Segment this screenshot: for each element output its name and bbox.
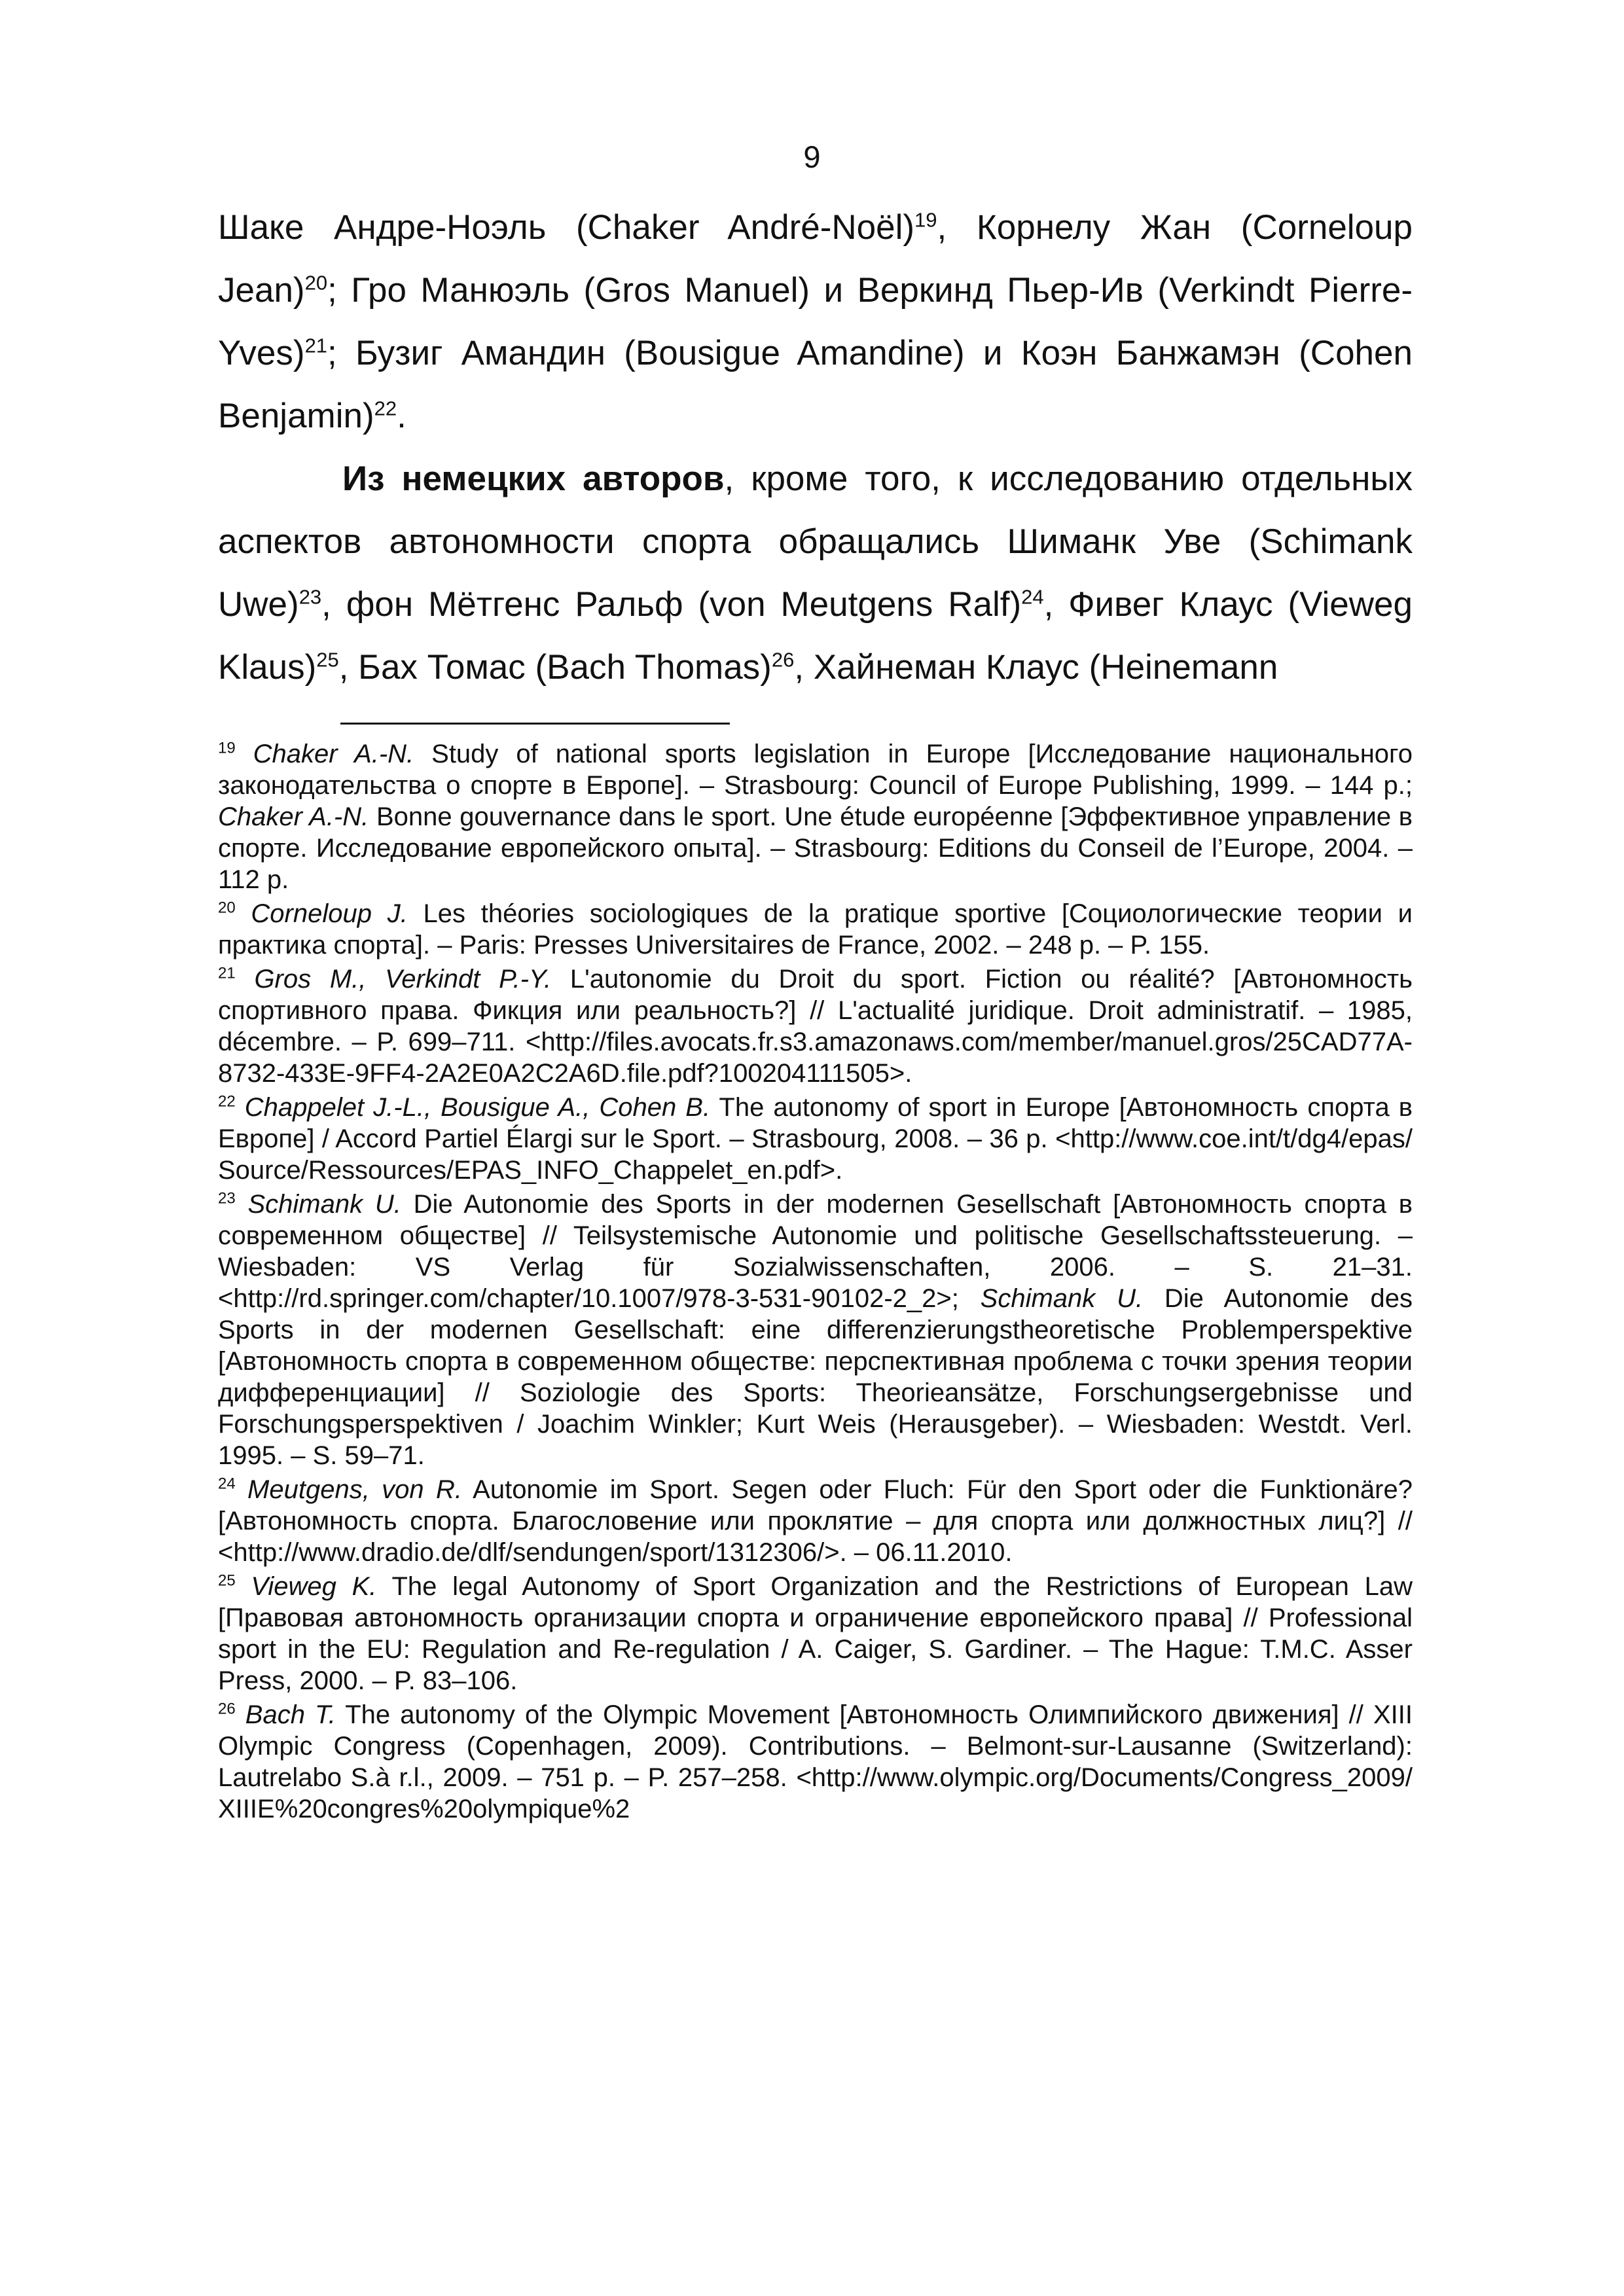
footnote-author: Bach T.	[245, 1700, 336, 1729]
page-number: 9	[803, 139, 821, 174]
footnote-url[interactable]: <http://www.coe.int/t/dg4/epas/Source/Ressources/EPAS_INFO_Chappelet_en.pdf>.	[218, 1124, 1413, 1185]
p1-text-1: Шаке Андре-Ноэль (Chaker André-Noël)	[218, 208, 914, 247]
footnote-author: Meutgens, von R.	[247, 1475, 463, 1504]
footnote-text: Study of national sports legislation in Europe [Исследование национального законодательства о спорте в Европе]. – Strasbourg: Council of Europe Publishing, 1999. – 144 p.;	[218, 740, 1413, 800]
p2-text-2: , фон Мётгенс Ральф (von Meutgens Ralf)	[321, 585, 1022, 624]
footnote-text: Die Autonomie des Sports in der modernen Gesellschaft [Автономность спорта в современном обществе] // Teilsystemische Autonomie und politische Gesellschaftssteuerung. – Wiesbaden: VS Verlag für Sozialwissenschaften, 2006. – S. 21–31. <http://rd.springer.com/chapter/10.1007/978-3-531-90102-2_2>;	[218, 1190, 1413, 1313]
p1-text-2: , Корнелу Жан (Corneloup Jean)	[218, 208, 1413, 310]
footnote-author: Schimank U.	[980, 1284, 1144, 1313]
paragraph-1	[218, 196, 1413, 448]
p2-text-5: , Хайнеман Клаус (Heinemann	[794, 648, 1278, 687]
footnote-26	[218, 1699, 1413, 1825]
footnote-text: Bonne gouvernance dans le sport. Une étude européenne [Эффективное управление в спорте. Исследование европейского опыта]. – Strasbourg: Editions du Conseil de l’Europe, 2004. – 112 p.	[218, 802, 1413, 894]
footnote-author: Chaker A.-N.	[218, 802, 369, 831]
footnote-number: 23	[218, 1189, 236, 1208]
footnote-number: 25	[218, 1571, 236, 1590]
footnote-ref-26[interactable]: 26	[771, 648, 795, 672]
footnote-author: Gros M., Verkindt P.-Y.	[254, 965, 552, 994]
footnote-ref-19[interactable]: 19	[914, 208, 937, 232]
footnote-author: Corneloup J.	[251, 899, 408, 928]
p1-text-5: .	[397, 397, 406, 435]
footnote-number: 20	[218, 899, 236, 917]
footnotes	[218, 738, 1413, 1827]
p1-text-4: ; Бузиг Амандин (Bousigue Amandine) и Коэн Банжамэн (Cohen Benjamin)	[218, 334, 1413, 435]
p2-text-1: , кроме того, к исследованию отдельных аспектов автономности спорта обращались Шиманк Уве (Schimank Uwe)	[218, 459, 1413, 624]
paragraph-2	[218, 448, 1413, 699]
footnote-url[interactable]: <http://files.avocats.fr.s3.amazonaws.com/member/manuel.gros/25CAD77A-8732-433E-9FF4-2A2E0A2C2A6D.file.pdf?100204111505>.	[218, 1028, 1413, 1088]
footnote-number: 21	[218, 964, 236, 982]
footnote-author: Vieweg K.	[251, 1572, 377, 1601]
footnote-author: Chaker A.-N.	[253, 740, 414, 768]
footnote-ref-22[interactable]: 22	[374, 397, 397, 420]
footnote-text: The autonomy of sport in Europe [Автономность спорта в Европе] / Accord Partiel Élargi sur le Sport. – Strasbourg, 2008. – 36 p.	[218, 1093, 1413, 1153]
footnote-divider	[340, 723, 730, 725]
footnote-ref-21[interactable]: 21	[304, 334, 328, 357]
footnote-text: Autonomie im Sport. Segen oder Fluch: Für den Sport oder die Funktionäre? [Автономность спорта. Благословение или проклятие – для спорта или должностных лиц?] // <http://www.dradio.de/dlf/sendungen/sport/1312306/>. – 06.11.2010.	[218, 1475, 1413, 1567]
footnote-text: The autonomy of the Olympic Movement [Автономность Олимпийского движения] // XIII Olympic Congress (Copenhagen, 2009). Contributions. – Belmont-sur-Lausanne (Switzerland): Lautrelabo S.à r.l., 2009. – 751 p. – P. 257–258.	[218, 1700, 1413, 1792]
footnote-ref-20[interactable]: 20	[304, 271, 328, 295]
footnote-author: Schimank U.	[247, 1190, 401, 1219]
footnote-21	[218, 963, 1413, 1089]
p2-text-3: , Фивег Клаус (Vieweg Klaus)	[218, 585, 1413, 687]
p1-text-3: ; Гро Манюэль (Gros Manuel) и Веркинд Пьер-Ив (Verkindt Pierre-Yves)	[218, 271, 1413, 372]
footnote-text: L'autonomie du Droit du sport. Fiction ou réalité? [Автономность спортивного права. Фикция или реальность?] // L'actualité juridique. Droit administratif. – 1985, décembre. – P. 699–711.	[218, 965, 1413, 1056]
footnote-number: 22	[218, 1092, 236, 1111]
footnote-ref-25[interactable]: 25	[316, 648, 339, 672]
footnote-number: 24	[218, 1475, 236, 1493]
footnote-ref-24[interactable]: 24	[1021, 585, 1044, 609]
footnote-text: Die Autonomie des Sports in der modernen Gesellschaft: eine differenzierungstheoretische Problemperspektive [Автономность спорта в современном обществе: перспективная проблема с точки зрения теории дифференциации] // Soziologie des Sports: Theorieansätze, Forschungsergebnisse und Forschungsperspektiven / Joachim Winkler; Kurt Weis (Herausgeber). – Wiesbaden: Westdt. Verl. 1995. – S. 59–71.	[218, 1284, 1413, 1470]
p2-text-4: , Бах Томас (Bach Thomas)	[338, 648, 772, 687]
footnote-url[interactable]: <http://www.olympic.org/Documents/Congress_2009/XIIIE%20congres%20olympique%2	[218, 1763, 1413, 1823]
footnote-number: 26	[218, 1700, 236, 1718]
footnote-ref-23[interactable]: 23	[298, 585, 322, 609]
footnote-number: 19	[218, 739, 236, 757]
footnote-text: Les théories sociologiques de la pratique sportive [Социологические теории и практика спорта]. – Paris: Presses Universitaires de France, 2002. – 248 p. – P. 155.	[218, 899, 1413, 960]
p2-bold-lead: Из немецких авторов	[342, 459, 725, 498]
footnote-25	[218, 1571, 1413, 1696]
footnote-author: Chappelet J.-L., Bousigue A., Cohen B.	[244, 1093, 711, 1122]
footnote-19	[218, 738, 1413, 895]
footnote-20	[218, 898, 1413, 961]
footnote-22	[218, 1092, 1413, 1186]
main-text	[218, 196, 1413, 699]
footnote-24	[218, 1474, 1413, 1568]
footnote-text: The legal Autonomy of Sport Organization and the Restrictions of European Law [Правовая автономность организации спорта и ограничение европейского права] // Professional sport in the EU: Regulation and Re-regulation / A. Caiger, S. Gardiner. – The Hague: T.M.C. Asser Press, 2000. – P. 83–106.	[218, 1572, 1413, 1695]
footnote-23	[218, 1189, 1413, 1471]
